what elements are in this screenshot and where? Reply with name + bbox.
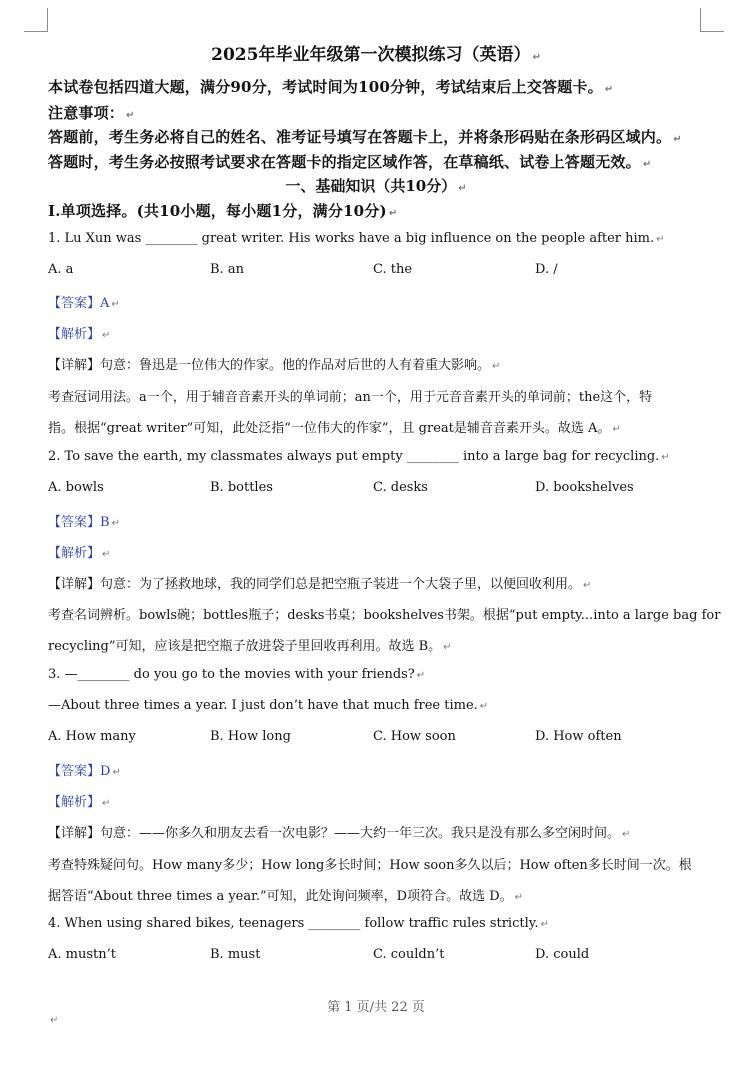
q3-analysis: 【解析】 ↵: [48, 795, 111, 810]
end-return-mark: ↵: [50, 1015, 59, 1026]
q3-option-a: A. How many: [48, 729, 136, 744]
q1-stem: 1. Lu Xun was ________ great writer. His works have a big influence on the people after him. ↵: [48, 231, 665, 246]
q1-option-d: D. /: [535, 262, 558, 277]
q4-option-b: B. must: [210, 947, 261, 962]
q3-reply: —About three times a year. I just don’t have that much free time. ↵: [48, 698, 489, 713]
q2-explain-2: recycling”可知，应该是把空瓶子放进袋子里回收再利用。故选 B。 ↵: [48, 639, 452, 654]
q1-option-a: A. a: [48, 262, 74, 277]
q2-option-c: C. desks: [373, 480, 428, 495]
q1-analysis: 【解析】 ↵: [48, 327, 111, 342]
q4-option-a: A. mustn’t: [48, 947, 116, 962]
q3-option-b: B. How long: [210, 729, 291, 744]
crop-mark-top-left-v: [47, 8, 48, 32]
q2-detail: 【详解】句意：为了拯救地球，我的同学们总是把空瓶子装进一个大袋子里，以便回收利用。 ↵: [48, 577, 592, 592]
crop-mark-top-right-v: [700, 8, 701, 32]
q1-detail: 【详解】句意：鲁迅是一位伟大的作家。他的作品对后世的人有着重大影响。 ↵: [48, 358, 501, 373]
q3-explain-2: 据答语“About three times a year.”可知，此处询问频率，D项符合。故选 D。 ↵: [48, 889, 524, 904]
crop-mark-top-left-h: [24, 31, 48, 32]
q1-answer: 【答案】A ↵: [48, 296, 120, 311]
crop-mark-top-right-h: [700, 31, 724, 32]
q1-explain-2: 指。根据“great writer”可知，此处泛指“一位伟大的作家”，且 great是辅音音素开头。故选 A。 ↵: [48, 421, 621, 436]
q4-option-c: C. couldn’t: [373, 947, 445, 962]
q2-stem: 2. To save the earth, my classmates always put empty ________ into a large bag for recycling. ↵: [48, 449, 670, 464]
q4-option-d: D. could: [535, 947, 590, 962]
q2-option-b: B. bottles: [210, 480, 273, 495]
q1-option-c: C. the: [373, 262, 413, 277]
page-footer: 第 1 页/共 22 页: [327, 1000, 425, 1015]
q2-answer: 【答案】B ↵: [48, 515, 120, 530]
intro-line-2: 注意事项： ↵: [48, 104, 135, 122]
q2-option-d: D. bookshelves: [535, 480, 634, 495]
q3-explain-1: 考查特殊疑问句。How many多少；How long多长时间；How soon多久以后；How often多长时间一次。根: [48, 858, 692, 873]
section-title: 一、基础知识（共10分） ↵: [285, 177, 467, 195]
q3-stem: 3. —________ do you go to the movies with your friends? ↵: [48, 667, 426, 682]
q2-explain-1: 考查名词辨析。bowls碗；bottles瓶子；desks书桌；bookshelves书架。根据“put empty...into a large bag for: [48, 608, 721, 623]
q1-option-b: B. an: [210, 262, 244, 277]
q3-option-c: C. How soon: [373, 729, 456, 744]
intro-line-1: 本试卷包括四道大题，满分90分，考试时间为100分钟，考试结束后上交答题卡。 ↵: [48, 78, 614, 96]
page-title: 2025年毕业年级第一次模拟练习（英语） ↵: [211, 45, 541, 65]
q2-analysis: 【解析】 ↵: [48, 546, 111, 561]
intro-line-3: 答题前，考生务必将自己的姓名、准考证号填写在答题卡上，并将条形码贴在条形码区域内。 ↵: [48, 128, 682, 146]
q3-option-d: D. How often: [535, 729, 622, 744]
q2-option-a: A. bowls: [48, 480, 104, 495]
intro-line-4: 答题时，考生务必按照考试要求在答题卡的指定区域作答，在草稿纸、试卷上答题无效。 ↵: [48, 153, 652, 171]
q4-stem: 4. When using shared bikes, teenagers ________ follow traffic rules strictly. ↵: [48, 916, 549, 931]
part-title: I.单项选择。(共10小题，每小题1分，满分10分) ↵: [48, 202, 398, 220]
q3-answer: 【答案】D ↵: [48, 764, 121, 779]
q3-detail: 【详解】句意：——你多久和朋友去看一次电影？——大约一年三次。我只是没有那么多空闲时间。 ↵: [48, 826, 631, 841]
q1-explain-1: 考查冠词用法。a一个，用于辅音音素开头的单词前；an一个，用于元音音素开头的单词前；the这个，特: [48, 390, 653, 405]
